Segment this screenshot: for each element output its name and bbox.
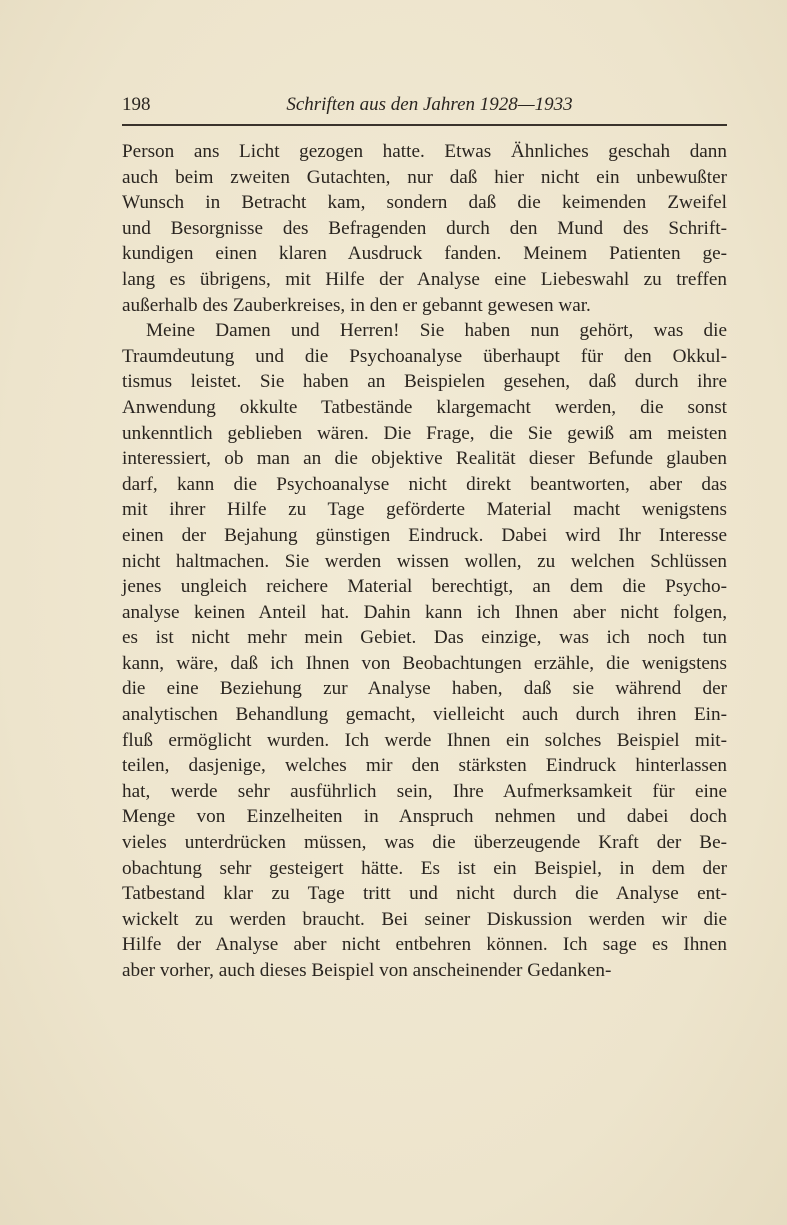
text-line: analyse keinen Anteil hat. Dahin kann ich Ihnen aber nicht folgen, [122, 601, 727, 623]
text-line: jenes ungleich reichere Material berechtigt, an dem die Psycho- [122, 576, 727, 598]
text-line: kann, wäre, daß ich Ihnen von Beobachtungen erzähle, die wenigstens [122, 652, 727, 674]
text-line: mit ihrer Hilfe zu Tage geförderte Material macht wenigstens [122, 499, 727, 521]
text-line: teilen, dasjenige, welches mir den stärksten Eindruck hinterlassen [122, 755, 727, 777]
text-line: fluß ermöglicht wurden. Ich werde Ihnen ein solches Beispiel mit- [122, 729, 727, 751]
text-line: einen der Bejahung günstigen Eindruck. Dabei wird Ihr Interesse [122, 524, 727, 546]
text-line: die eine Beziehung zur Analyse haben, daß sie während der [122, 678, 727, 700]
running-title: Schriften aus den Jahren 1928—1933 [286, 94, 573, 115]
text-line: nicht haltmachen. Sie werden wissen wollen, zu welchen Schlüssen [122, 550, 727, 572]
text-line: Hilfe der Analyse aber nicht entbehren können. Ich sage es Ihnen [122, 934, 727, 956]
text-line: obachtung sehr gesteigert hätte. Es ist ein Beispiel, in dem der [122, 857, 727, 879]
text-line: Meine Damen und Herren! Sie haben nun gehört, was die [146, 320, 727, 342]
text-line: kundigen einen klaren Ausdruck fanden. Meinem Patienten ge- [122, 243, 727, 265]
text-line: wickelt zu werden braucht. Bei seiner Diskussion werden wir die [122, 908, 727, 930]
text-line: analytischen Behandlung gemacht, vielleicht auch durch ihren Ein- [122, 704, 727, 726]
body-text [122, 139, 727, 984]
text-line: interessiert, ob man an die objektive Realität dieser Befunde glauben [122, 448, 727, 470]
text-line: unkenntlich geblieben wären. Die Frage, die Sie gewiß am meisten [122, 422, 727, 444]
page-number: 198 [122, 94, 151, 115]
text-line: tismus leistet. Sie haben an Beispielen gesehen, daß durch ihre [122, 371, 727, 393]
text-line: Tatbestand klar zu Tage tritt und nicht durch die Analyse ent- [122, 883, 727, 905]
text-line: Person ans Licht gezogen hatte. Etwas Ähnliches geschah dann [122, 141, 727, 162]
text-line: Wunsch in Betracht kam, sondern daß die keimenden Zweifel [122, 192, 727, 214]
text-line: Traumdeutung und die Psychoanalyse überhaupt für den Okkul- [122, 345, 727, 367]
text-line: darf, kann die Psychoanalyse nicht direkt beantworten, aber das [122, 473, 727, 495]
text-line: Menge von Einzelheiten in Anspruch nehmen und dabei doch [122, 806, 727, 828]
text-line: vieles unterdrücken müssen, was die überzeugende Kraft der Be- [122, 832, 727, 854]
text-line: es ist nicht mehr mein Gebiet. Das einzige, was ich noch tun [122, 627, 727, 649]
text-line: auch beim zweiten Gutachten, nur daß hier nicht ein unbewußter [122, 166, 727, 188]
header-rule [122, 124, 727, 126]
text-line: und Besorgnisse des Befragenden durch den Mund des Schrift- [122, 217, 727, 239]
text-line: außerhalb des Zauberkreises, in den er gebannt gewesen war. [122, 294, 591, 316]
text-line: lang es übrigens, mit Hilfe der Analyse eine Liebeswahl zu treffen [122, 268, 727, 290]
page-header [122, 94, 727, 120]
text-line: Anwendung okkulte Tatbestände klargemacht werden, die sonst [122, 396, 727, 418]
text-line: hat, werde sehr ausführlich sein, Ihre Aufmerksamkeit für eine [122, 780, 727, 802]
text-line: aber vorher, auch dieses Beispiel von anscheinender Gedanken- [122, 960, 612, 981]
